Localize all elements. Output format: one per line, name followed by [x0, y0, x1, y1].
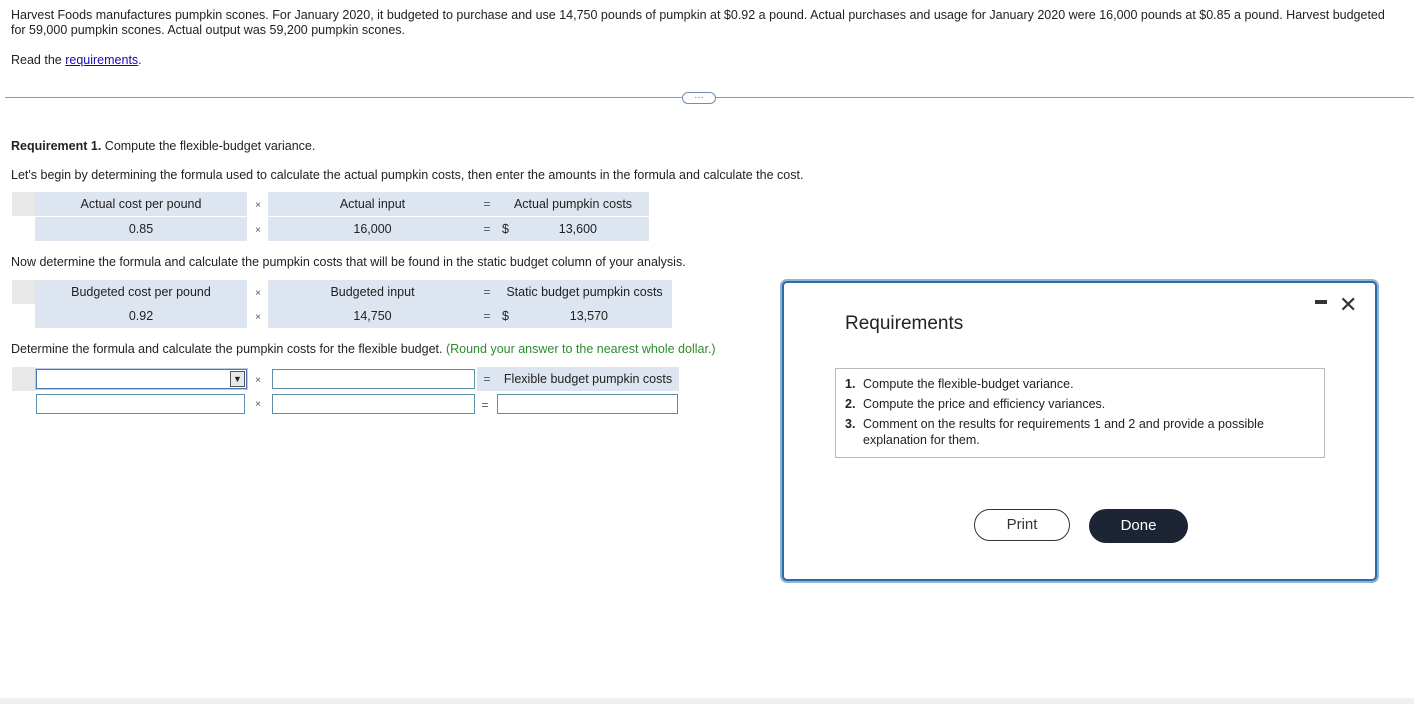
flexible-input-label-field[interactable]	[272, 369, 475, 389]
equals-operator: =	[477, 280, 497, 304]
static-budget-pumpkin-costs-header: Static budget pumpkin costs	[497, 280, 672, 304]
requirement-1-label: Requirement 1.	[11, 139, 102, 153]
row-stub	[12, 367, 36, 391]
row-stub	[12, 192, 36, 216]
budgeted-input-header: Budgeted input	[268, 280, 477, 304]
flexible-cost-label-dropdown[interactable]	[36, 369, 247, 389]
actual-input-header: Actual input	[268, 192, 477, 216]
requirement-1-text: Compute the flexible-budget variance.	[101, 139, 316, 153]
static-budget-pumpkin-costs-value: 13,570	[569, 309, 608, 323]
flexible-instruction-text: Determine the formula and calculate the pumpkin costs for the flexible budget.	[11, 342, 446, 356]
flexible-budget-instruction	[11, 342, 716, 356]
item-text: Compute the flexible-budget variance.	[863, 377, 1074, 391]
budgeted-cost-per-pound-header: Budgeted cost per pound	[35, 280, 247, 304]
item-number: 2.	[845, 397, 856, 411]
flexible-budget-pumpkin-costs-header: Flexible budget pumpkin costs	[497, 367, 679, 391]
budgeted-cost-per-pound-value: 0.92	[35, 304, 247, 328]
equals-operator: =	[481, 398, 489, 412]
read-prefix: Read the	[11, 53, 66, 67]
print-button[interactable]: Print	[974, 509, 1070, 541]
currency-symbol: $	[502, 309, 509, 323]
times-operator: ×	[255, 288, 261, 299]
flexible-input-quantity-field[interactable]	[272, 394, 475, 414]
expand-ellipsis-button[interactable]: …	[682, 92, 716, 104]
equals-operator: =	[477, 304, 497, 328]
times-operator: ×	[255, 399, 261, 410]
done-button[interactable]: Done	[1089, 509, 1188, 543]
actual-cost-instruction: Let's begin by determining the formula used to calculate the actual pumpkin costs, then enter the amounts in the formula and calculate the cost.	[11, 168, 804, 182]
times-operator: ×	[255, 375, 261, 386]
list-item	[845, 396, 1305, 412]
dropdown-arrow-icon[interactable]: ▼	[230, 371, 245, 387]
actual-cost-per-pound-value: 0.85	[35, 217, 247, 241]
read-suffix: .	[138, 53, 142, 67]
read-requirements-line	[11, 53, 142, 67]
row-stub	[12, 280, 36, 304]
budgeted-input-value: 14,750	[268, 304, 477, 328]
list-item	[845, 416, 1323, 448]
equals-operator: =	[477, 217, 497, 241]
actual-pumpkin-costs-value: 13,600	[558, 222, 597, 236]
times-operator: ×	[255, 225, 261, 236]
requirements-link[interactable]: requirements	[65, 53, 139, 67]
minimize-icon[interactable]	[1315, 300, 1327, 304]
item-text: Comment on the results for requirements 1 and 2 and provide a possible explanation for them.	[863, 417, 1264, 447]
requirement-1-heading	[11, 139, 315, 153]
static-budget-instruction: Now determine the formula and calculate the pumpkin costs that will be found in the static budget column of your analysis.	[11, 255, 686, 269]
dialog-title: Requirements	[845, 313, 964, 334]
currency-symbol: $	[502, 222, 509, 236]
actual-pumpkin-costs-header: Actual pumpkin costs	[497, 192, 649, 216]
item-text: Compute the price and efficiency variances.	[863, 397, 1106, 411]
bottom-scroll-track	[0, 698, 1414, 704]
times-operator: ×	[255, 312, 261, 323]
close-icon[interactable]: ✕	[1339, 292, 1358, 317]
problem-statement: Harvest Foods manufactures pumpkin scones. For January 2020, it budgeted to purchase and use 14,750 pounds of pumpkin at $0.92 a pound. Actual purchases and usage for January 2020 were 16,000 pounds at $0.85 a pound. Harvest budgeted for 59,000 pumpkin scones. Actual output was 59,200 pumpkin scones.	[11, 8, 1385, 37]
actual-cost-per-pound-header: Actual cost per pound	[35, 192, 247, 216]
rounding-hint: (Round your answer to the nearest whole dollar.)	[445, 342, 716, 356]
times-operator: ×	[255, 200, 261, 211]
equals-operator: =	[477, 192, 497, 216]
equals-operator: =	[477, 367, 497, 391]
flexible-budget-cost-result-field[interactable]	[497, 394, 678, 414]
requirements-list	[835, 368, 1325, 458]
flexible-cost-per-pound-field[interactable]	[36, 394, 245, 414]
item-number: 1.	[845, 377, 856, 391]
requirements-dialog	[782, 281, 1377, 581]
actual-input-value: 16,000	[268, 217, 477, 241]
item-number: 3.	[845, 417, 856, 431]
list-item	[845, 376, 1305, 392]
